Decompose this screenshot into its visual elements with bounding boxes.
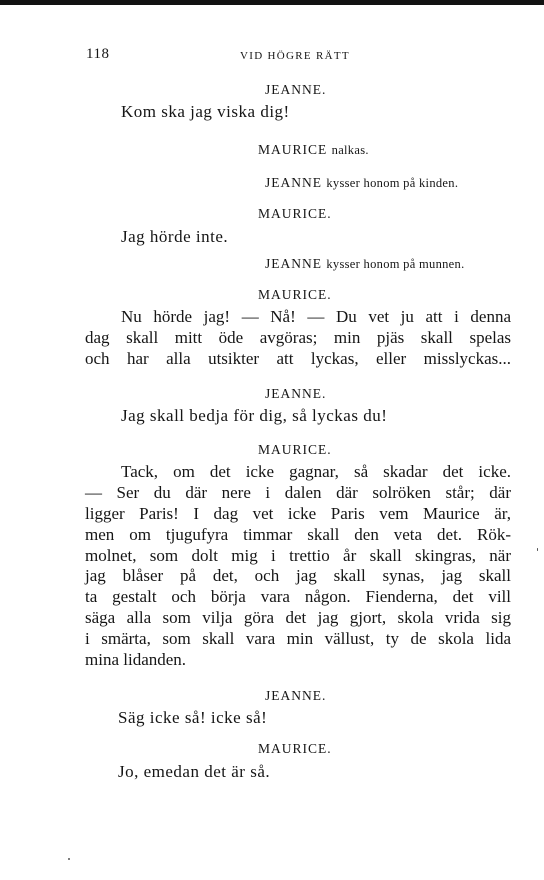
dialogue-line: och har alla utsikter att lyckas, eller misslyckas... bbox=[85, 348, 511, 368]
dialogue-line: Jag skall bedja för dig, så lyckas du! bbox=[121, 406, 388, 425]
speaker-maurice: MAURICE. bbox=[258, 287, 332, 302]
stage-direction-maurice bbox=[258, 142, 369, 158]
stage-direction: kysser honom på kinden. bbox=[326, 176, 459, 190]
speaker-maurice: MAURICE. bbox=[258, 741, 332, 756]
dialogue-line: men om tjugufyra timmar skall den veta det. Rök- bbox=[85, 524, 511, 544]
speaker-name: JEANNE bbox=[265, 175, 322, 190]
speaker-maurice: MAURICE. bbox=[258, 442, 332, 457]
dialogue-paragraph bbox=[85, 307, 511, 370]
dialogue-line: jag blåser på det, och jag skall synas, jag skall bbox=[85, 566, 511, 586]
dialogue-line: mina lidanden. bbox=[85, 650, 187, 670]
dialogue-line: Säg icke så! icke så! bbox=[118, 708, 268, 727]
speaker-name: JEANNE bbox=[265, 256, 322, 271]
page-number: 118 bbox=[86, 46, 110, 62]
dialogue-line: Jag hörde inte. bbox=[121, 227, 229, 246]
speaker-maurice: MAURICE. bbox=[258, 206, 332, 221]
dialogue-paragraph bbox=[85, 462, 511, 671]
top-border-rule bbox=[0, 0, 544, 5]
dialogue-line: Kom ska jag viska dig! bbox=[121, 102, 290, 121]
dialogue-line: ta gestalt och börja vara någon. Fienderna, det vill bbox=[85, 587, 511, 607]
speaker-name: MAURICE bbox=[258, 142, 328, 157]
dialogue-line: dag skall mitt öde avgöras; min pjäs skall spelas bbox=[85, 327, 511, 347]
running-title: VID HÖGRE RÄTT bbox=[240, 50, 350, 62]
stage-direction-jeanne bbox=[265, 256, 465, 272]
speaker-jeanne: JEANNE. bbox=[265, 82, 327, 97]
stage-direction: nalkas. bbox=[331, 143, 369, 157]
speaker-jeanne: JEANNE. bbox=[265, 386, 327, 401]
scan-speck bbox=[68, 858, 70, 860]
scan-speck bbox=[537, 548, 538, 551]
dialogue-line: Nu hörde jag! — Nå! — Du vet ju att i denna bbox=[121, 307, 511, 326]
stage-direction: kysser honom på munnen. bbox=[326, 257, 465, 271]
dialogue-line: i smärta, som skall vara min vällust, ty de skola lida bbox=[85, 629, 511, 649]
dialogue-line: Jo, emedan det är så. bbox=[118, 762, 271, 781]
dialogue-line: Tack, om det icke gagnar, så skadar det icke. bbox=[121, 462, 511, 481]
dialogue-line: molnet, som dolt mig i trettio år skall skingras, när bbox=[85, 545, 511, 565]
speaker-jeanne: JEANNE. bbox=[265, 688, 327, 703]
stage-direction-jeanne bbox=[265, 175, 458, 191]
dialogue-line: ligger Paris! I dag vet icke Paris vem Maurice är, bbox=[85, 503, 511, 523]
dialogue-line: säga alla som vilja göra det jag gjort, skola vrida sig bbox=[85, 608, 511, 628]
dialogue-line: — Ser du där nere i dalen där solröken står; där bbox=[85, 482, 511, 502]
